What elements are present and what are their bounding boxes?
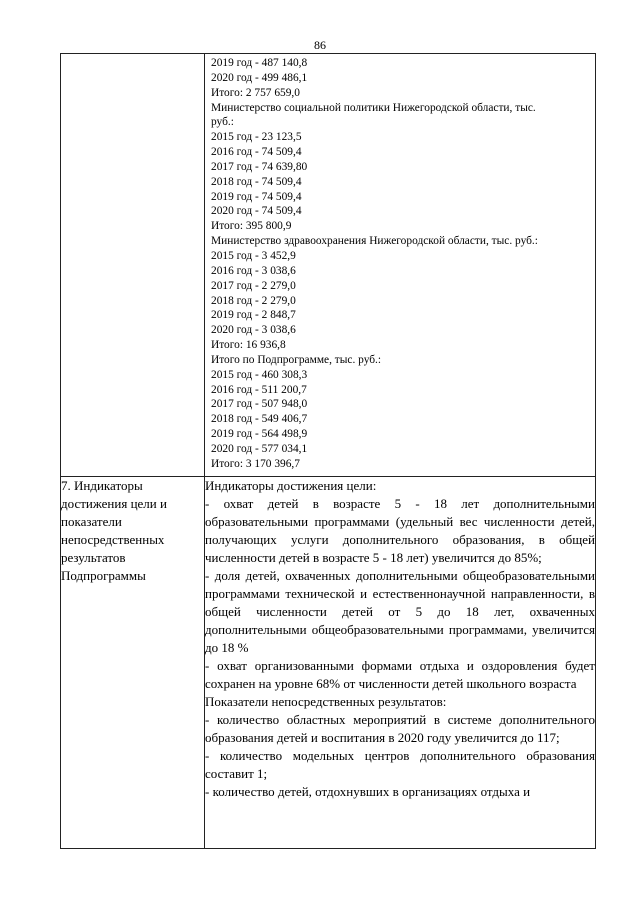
financing-total: Итого: 395 800,9 bbox=[211, 220, 292, 233]
financing-line: 2015 год - 3 452,9 bbox=[211, 249, 296, 262]
result-item: - количество областных мероприятий в системе дополнительного образования детей и воспитания в 2020 году увеличится до 117; bbox=[205, 711, 595, 745]
indicators-label-cell bbox=[61, 476, 205, 848]
financing-line: 2018 год - 74 509,4 bbox=[211, 175, 302, 188]
financing-line: 2020 год - 74 509,4 bbox=[211, 205, 302, 218]
financing-line: 2019 год - 74 509,4 bbox=[211, 190, 302, 203]
financing-line: 2016 год - 3 038,6 bbox=[211, 264, 296, 277]
financing-line: 2015 год - 23 123,5 bbox=[211, 131, 302, 144]
results-heading: Показатели непосредственных результатов: bbox=[205, 693, 447, 709]
financing-line: 2016 год - 74 509,4 bbox=[211, 146, 302, 159]
financing-total: Итого: 2 757 659,0 bbox=[211, 86, 300, 99]
financing-line: 2020 год - 577 034,1 bbox=[211, 442, 308, 455]
indicator-item: - доля детей, охваченных дополнительными общеобразовательными программами технической и естественнонаучной направленности, в общей численности детей от 5 до 18 лет, охваченных дополнительными общеобразовательными программами, увеличится до 18 % bbox=[205, 567, 595, 655]
financing-ministry-heading: руб.: bbox=[211, 116, 234, 129]
indicators-label: 7. Индикаторы достижения цели и показатели непосредственных результатов Подпрограммы bbox=[61, 477, 167, 583]
financing-line: 2017 год - 2 279,0 bbox=[211, 279, 296, 292]
financing-line: 2017 год - 507 948,0 bbox=[211, 398, 308, 411]
financing-line: 2016 год - 511 200,7 bbox=[211, 383, 307, 396]
financing-line: 2017 год - 74 639,80 bbox=[211, 160, 308, 173]
result-item: - количество детей, отдохнувших в организациях отдыха и bbox=[205, 783, 531, 799]
indicator-item: - охват организованными формами отдыха и оздоровления будет сохранен на уровне 68% от численности детей школьного возраста bbox=[205, 657, 595, 691]
financing-line: 2018 год - 549 406,7 bbox=[211, 413, 308, 426]
financing-line: 2019 год - 487 140,8 bbox=[211, 57, 308, 69]
result-item: - количество модельных центров дополнительного образования составит 1; bbox=[205, 747, 595, 781]
financing-line: 2015 год - 460 308,3 bbox=[211, 368, 308, 381]
financing-line: 2019 год - 564 498,9 bbox=[211, 428, 308, 441]
indicator-item: - охват детей в возрасте 5 - 18 лет дополнительными образовательными программами (удельный вес численности детей, получающих услуги дополнительного образования, в общей численности детей в возрасте 5 - 18 лет) увеличится до 85%; bbox=[205, 495, 595, 565]
financing-line: 2018 год - 2 279,0 bbox=[211, 294, 296, 307]
financing-cell bbox=[205, 54, 596, 477]
indicators-heading: Индикаторы достижения цели: bbox=[205, 477, 377, 493]
table-row-financing bbox=[61, 54, 596, 477]
financing-total: Итого: 16 936,8 bbox=[211, 339, 286, 352]
financing-subprogram-heading: Итого по Подпрограмме, тыс. руб.: bbox=[211, 353, 382, 366]
passport-table bbox=[60, 53, 596, 849]
financing-ministry-heading: Министерство здравоохранения Нижегородской области, тыс. руб.: bbox=[211, 235, 538, 248]
financing-total: Итого: 3 170 396,7 bbox=[211, 457, 300, 470]
financing-label-cell bbox=[61, 54, 205, 477]
financing-ministry-heading: Министерство социальной политики Нижегородской области, тыс. bbox=[211, 101, 536, 114]
financing-line: 2019 год - 2 848,7 bbox=[211, 309, 296, 322]
table-row-indicators bbox=[61, 476, 596, 848]
page-number: 86 bbox=[314, 38, 326, 52]
indicators-cell bbox=[205, 476, 596, 848]
financing-line: 2020 год - 499 486,1 bbox=[211, 71, 308, 84]
financing-line: 2020 год - 3 038,6 bbox=[211, 324, 296, 337]
